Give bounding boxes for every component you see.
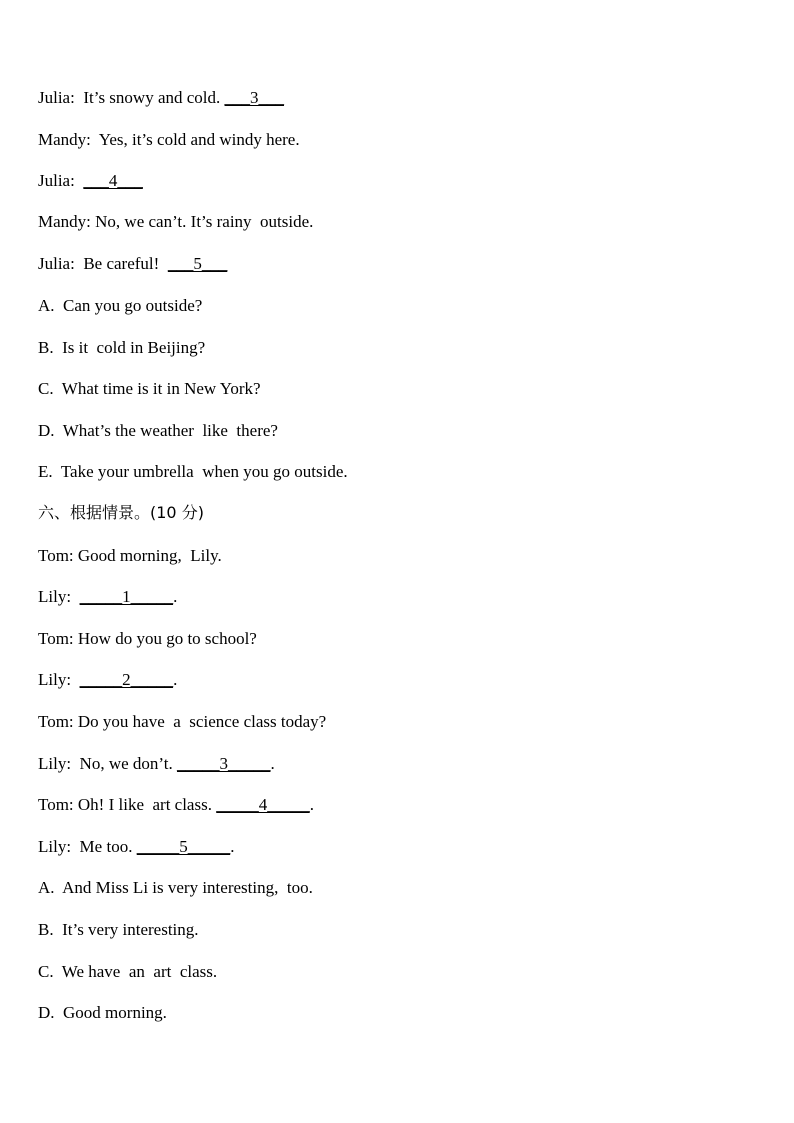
speaker-text: Lily: No, we don’t. (38, 754, 177, 773)
speaker-text: Lily: Me too. (38, 837, 137, 856)
line-tail: . (230, 837, 235, 856)
speaker-text: Lily: (38, 670, 80, 689)
speaker-text: Tom: Oh! I like art class. (38, 795, 217, 814)
option-line: A. Can you go outside? (38, 296, 203, 315)
speaker-text: Julia: (38, 171, 84, 190)
section-heading: 六、根据情景。(10 分) (38, 503, 204, 522)
answer-blank: _____2_____ (79, 670, 174, 689)
option-line: A. And Miss Li is very interesting, too. (38, 878, 313, 897)
dialog2-line (38, 754, 275, 774)
speaker-text: Tom: Do you have a science class today? (38, 712, 327, 731)
dialog2-line (38, 795, 314, 815)
speaker-text: Julia: It’s snowy and cold. (38, 88, 225, 107)
option-line: E. Take your umbrella when you go outside. (38, 462, 348, 481)
option-line: B. It’s very interesting. (38, 920, 199, 939)
line-tail: . (309, 795, 314, 814)
answer-blank: _____1_____ (79, 587, 174, 606)
dialog1-line (38, 171, 143, 191)
line-tail: . (173, 587, 178, 606)
option-line: C. We have an art class. (38, 962, 218, 981)
speaker-text: Tom: Good morning, Lily. (38, 546, 222, 565)
option-line: D. Good morning. (38, 1003, 167, 1022)
option-line: D. What’s the weather like there? (38, 421, 278, 440)
answer-blank: ___4___ (83, 171, 143, 190)
answer-blank: _____4_____ (216, 795, 310, 814)
dialog1-line (38, 254, 227, 274)
answer-blank: _____3_____ (176, 754, 271, 773)
dialog2-line (38, 837, 234, 857)
dialog2-line (38, 712, 326, 732)
speaker-text: Tom: How do you go to school? (38, 629, 257, 648)
dialog1-line (38, 88, 284, 108)
line-tail: . (270, 754, 275, 773)
option-line: C. What time is it in New York? (38, 379, 261, 398)
dialog1-line (38, 130, 300, 150)
speaker-text: Mandy: No, we can’t. It’s rainy outside. (38, 212, 314, 231)
answer-blank: _____5_____ (136, 837, 231, 856)
dialog2-line (38, 629, 257, 649)
speaker-text: Julia: Be careful! (38, 254, 168, 273)
option-line: B. Is it cold in Beijing? (38, 338, 206, 357)
line-tail: . (173, 670, 178, 689)
answer-blank: ___5___ (167, 254, 228, 273)
dialog2-line (38, 546, 222, 566)
dialog2-line (38, 670, 177, 690)
answer-blank: ___3___ (224, 88, 285, 107)
speaker-text: Lily: (38, 587, 80, 606)
speaker-text: Mandy: Yes, it’s cold and windy here. (38, 130, 300, 149)
dialog1-line (38, 212, 313, 232)
dialog2-line (38, 587, 177, 607)
